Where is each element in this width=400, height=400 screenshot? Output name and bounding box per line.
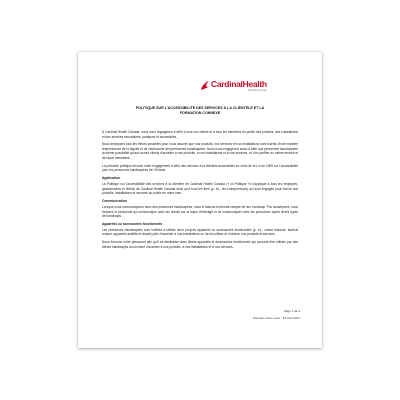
section-heading-application: Application — [102, 176, 120, 181]
logo-tagline: Essential to care — [248, 89, 267, 92]
section-heading-communication: Communication — [102, 199, 127, 204]
intro-paragraph-2: Nous déployons tous les efforts possibles pour nous assurer que nos produits, nos services et nos installations sont fournis d’une manière respectueuse de la dignité et de l’autonomie des personnes handicapées. Nous nous engageons aussi à offrir aux personnes handicapées la même possibilité qu’aux autres clients d’accéder à nos produits, à nos installations et à nos services, et d’en profiter au même endroit et de façon semblable. — [102, 142, 298, 160]
section-heading-assistive-devices: Appareils ou accessoires fonctionnels — [102, 221, 163, 226]
document-title-line-1: POLITIQUE SUR L’ACCESSIBILITÉ DES SERVICES À LA CLIENTÈLE ET LA — [135, 106, 265, 110]
section-paragraph: Lorsque nous communiquons avec des personnes handicapées, nous le faisons en tenant compte de leur handicap. Par conséquent, nous formons le personnel qui communique avec les clients sur la façon d’interagir et de communiquer avec les personnes ayant divers types de handicaps. — [102, 205, 298, 219]
document-footer — [232, 308, 300, 321]
last-update: Dernière mise à jour : 18 avril 2021 — [253, 315, 300, 320]
document-title-line-2: FORMATION CONNEXE — [179, 110, 221, 115]
document-title — [112, 106, 288, 115]
section-paragraph: Nous formons notre personnel afin qu’il se familiarise avec divers appareils et accessoires fonctionnels qui peuvent être utilisés par des clients handicapés au moment d’accéder à nos produits, à nos installations et à nos services. — [102, 240, 298, 249]
intro-paragraph-3: La présente politique énonce notre engagement à offrir des services à la clientèle accessibles en vertu de la Loi de 2005 sur l’accessibilité pour les personnes handicapées de l’Ontario. — [102, 163, 298, 173]
section-paragraph: Les personnes handicapées sont invitées à utiliser leurs propres appareils ou accessoires fonctionnels (p. ex., canne blanche, fauteuil roulant, appareils auditifs et visuels) afin d’accéder à nos installations ou de les utiliser et d’obtenir nos produits et services. — [102, 227, 298, 237]
document-body — [102, 130, 298, 253]
intro-paragraph-1: À Cardinal Health Canada, nous nous engageons à offrir à tous nos clients et à tous les membres du public des produits, des installations et des services sécuritaires, pratiques et accessibles. — [102, 130, 298, 139]
page-number: Page 1 de 3 — [283, 309, 300, 313]
section-paragraph: La Politique sur l’accessibilité des services à la clientèle de Cardinal Health Canada (« la Politique ») s’applique à tous les employés, gestionnaires et clients de Cardinal Health Canada ainsi qu’à tous les tiers (p. ex., les entrepreneurs) qui sont engagés pour fournir nos produits, installations et services au public en notre nom. — [102, 182, 298, 196]
cardinal-health-logo — [200, 80, 267, 92]
logo-name: CardinalHealth — [211, 79, 267, 89]
cardinal-bird-icon — [200, 81, 209, 91]
